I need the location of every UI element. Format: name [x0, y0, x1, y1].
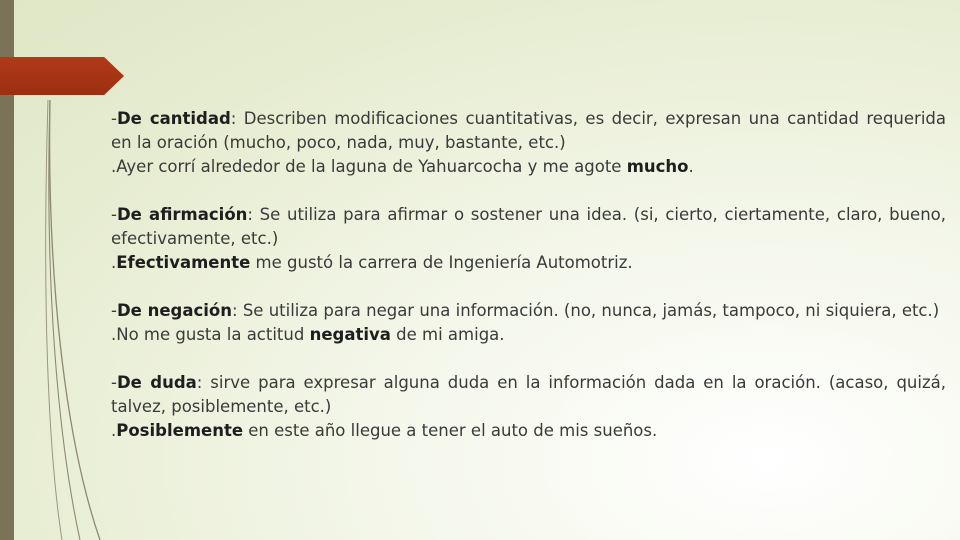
- description-cantidad: Describen modificaciones cuantitativas, es decir, expresan una cantidad requerida en la oración (mucho, poco, nada, muy, bastante, etc.): [111, 109, 946, 152]
- dash: -: [111, 109, 117, 128]
- example-text: de mi amiga.: [390, 325, 505, 344]
- example-text: me gustó la carrera de Ingeniería Automotriz.: [250, 253, 633, 272]
- example-keyword: mucho: [626, 157, 689, 176]
- term-duda: De duda: [116, 373, 197, 392]
- example-keyword: Posiblemente: [116, 421, 244, 440]
- dash: -: [111, 205, 117, 224]
- description-afirmacion: Se utiliza para afirmar o sostener una idea. (si, cierto, ciertamente, claro, bueno, efectivamente, etc.): [111, 205, 946, 248]
- example-negacion: [111, 323, 946, 347]
- example-cantidad: [111, 155, 946, 179]
- description-negacion: Se utiliza para negar una información. (no, nunca, jamás, tampoco, ni siquiera, etc.): [237, 301, 940, 320]
- accent-arrow-tab: [0, 57, 124, 95]
- example-duda: [111, 419, 946, 443]
- example-text: .Ayer corrí alrededor de la laguna de Yahuarcocha y me agote: [111, 157, 627, 176]
- colon: :: [196, 373, 203, 392]
- definition-negacion: [111, 299, 946, 323]
- slide-content: [111, 107, 946, 467]
- definition-cantidad: [111, 107, 946, 155]
- colon: :: [232, 301, 238, 320]
- section-duda: [111, 371, 946, 443]
- term-cantidad: De cantidad: [116, 109, 231, 128]
- term-afirmacion: De afirmación: [116, 205, 248, 224]
- term-negacion: De negación: [116, 301, 233, 320]
- example-keyword: Efectivamente: [116, 253, 251, 272]
- example-text: .: [111, 253, 117, 272]
- dash: -: [111, 373, 117, 392]
- colon: :: [247, 205, 253, 224]
- definition-duda: [111, 371, 946, 419]
- example-afirmacion: [111, 251, 946, 275]
- section-cantidad: [111, 107, 946, 179]
- example-keyword: negativa: [309, 325, 391, 344]
- example-text: .: [111, 421, 117, 440]
- section-afirmacion: [111, 203, 946, 275]
- dash: -: [111, 301, 117, 320]
- example-text: en este año llegue a tener el auto de mis sueños.: [243, 421, 658, 440]
- description-duda: sirve para expresar alguna duda en la información dada en la oración. (acaso, quizá, talvez, posiblemente, etc.): [111, 373, 946, 416]
- example-text: .No me gusta la actitud: [111, 325, 310, 344]
- example-text: .: [688, 157, 694, 176]
- colon: :: [230, 109, 237, 128]
- definition-afirmacion: [111, 203, 946, 251]
- section-negacion: [111, 299, 946, 347]
